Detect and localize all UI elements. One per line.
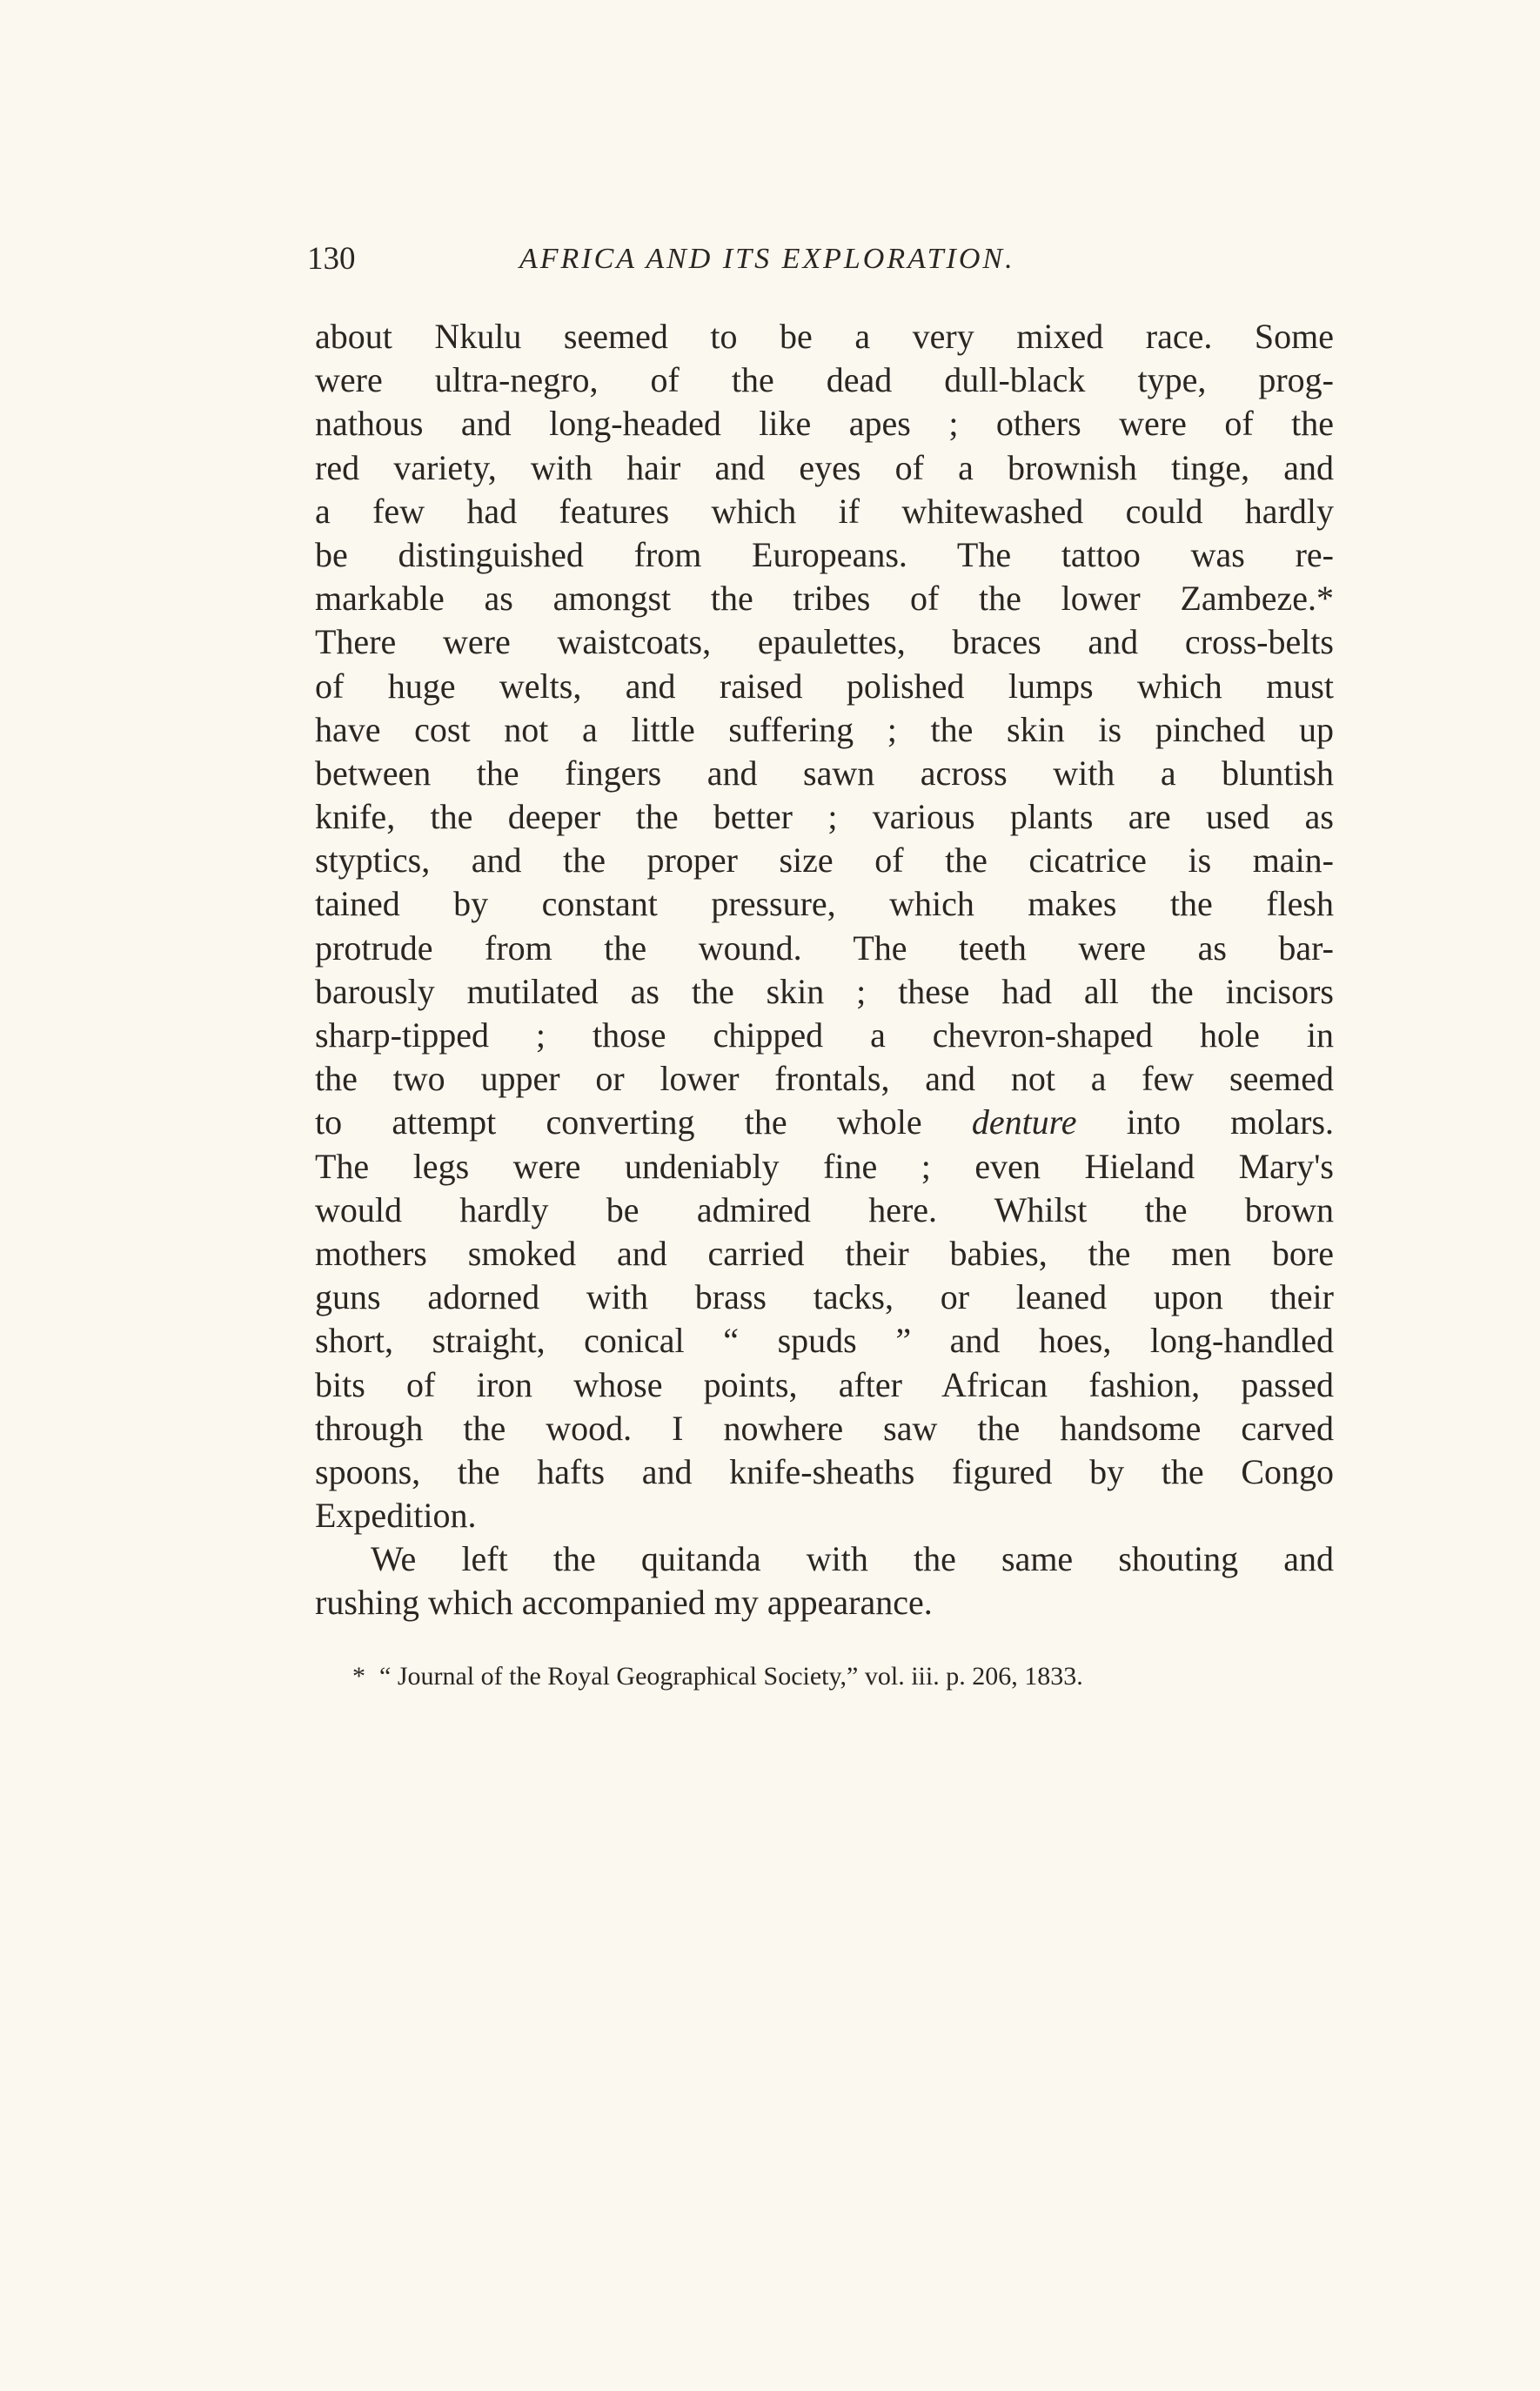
- footnote-text: “ Journal of the Royal Geographical Society,” vol. iii. p. 206, 1833.: [379, 1662, 1083, 1691]
- text-line: There were waistcoats, epaulettes, braces and cross-belts: [315, 622, 1334, 662]
- text-line: the two upper or lower frontals, and not a few seemed: [315, 1059, 1334, 1099]
- text-line: mothers smoked and carried their babies, the men bore: [315, 1233, 1334, 1273]
- text-line: The legs were undeniably fine ; even Hieland Mary's: [315, 1146, 1334, 1186]
- text-line: red variety, with hair and eyes of a brownish tinge, and: [315, 447, 1334, 487]
- text-line: be distinguished from Europeans. The tattoo was re-: [315, 534, 1334, 574]
- text-line: protrude from the wound. The teeth were as bar-: [315, 928, 1334, 968]
- text-line: styptics, and the proper size of the cicatrice is main-: [315, 841, 1334, 881]
- text-line: tained by constant pressure, which makes the flesh: [315, 884, 1334, 924]
- text-line: rushing which accompanied my appearance.: [315, 1583, 933, 1623]
- page-number: 130: [307, 241, 356, 277]
- text-line: bits of iron whose points, after African fashion, passed: [315, 1364, 1334, 1404]
- running-head: [307, 238, 1332, 281]
- text-line: Expedition.: [315, 1496, 477, 1536]
- text-line: short, straight, conical “ spuds ” and hoes, long-handled: [315, 1321, 1334, 1361]
- running-title: AFRICA AND ITS EXPLORATION.: [519, 243, 1015, 275]
- text-line: spoons, the hafts and knife-sheaths figured by the Congo: [315, 1451, 1334, 1491]
- text-line: markable as amongst the tribes of the lower Zambeze.*: [315, 579, 1334, 619]
- text-line: were ultra-negro, of the dead dull-black type, prog-: [315, 360, 1334, 400]
- footnote: [352, 1658, 1309, 1696]
- text-line: nathous and long-headed like apes ; others were of the: [315, 404, 1334, 444]
- text-line: between the fingers and sawn across with a bluntish: [315, 753, 1334, 793]
- text-line: would hardly be admired here. Whilst the brown: [315, 1189, 1334, 1229]
- text-line: [315, 1101, 1334, 1144]
- text-line: through the wood. I nowhere saw the handsome carved: [315, 1408, 1334, 1448]
- text-line: about Nkulu seemed to be a very mixed race. Some: [315, 317, 1334, 356]
- text-segment: into molars.: [1126, 1102, 1335, 1142]
- text-line: sharp-tipped ; those chipped a chevron-shaped hole in: [315, 1015, 1334, 1055]
- text-line: of huge welts, and raised polished lumps which must: [315, 666, 1334, 706]
- text-line: have cost not a little suffering ; the skin is pinched up: [315, 709, 1334, 749]
- body-text: [315, 315, 1334, 1625]
- text-line: knife, the deeper the better ; various plants are used as: [315, 797, 1334, 837]
- text-line: We left the quitanda with the same shouting and: [371, 1539, 1334, 1579]
- text-line: guns adorned with brass tacks, or leaned upon their: [315, 1277, 1334, 1317]
- text-segment: to attempt converting the whole: [315, 1102, 922, 1142]
- footnote-marker: *: [352, 1662, 365, 1691]
- italic-word: denture: [971, 1102, 1077, 1142]
- text-line: a few had features which if whitewashed could hardly: [315, 491, 1334, 531]
- text-line: barously mutilated as the skin ; these had all the incisors: [315, 971, 1334, 1011]
